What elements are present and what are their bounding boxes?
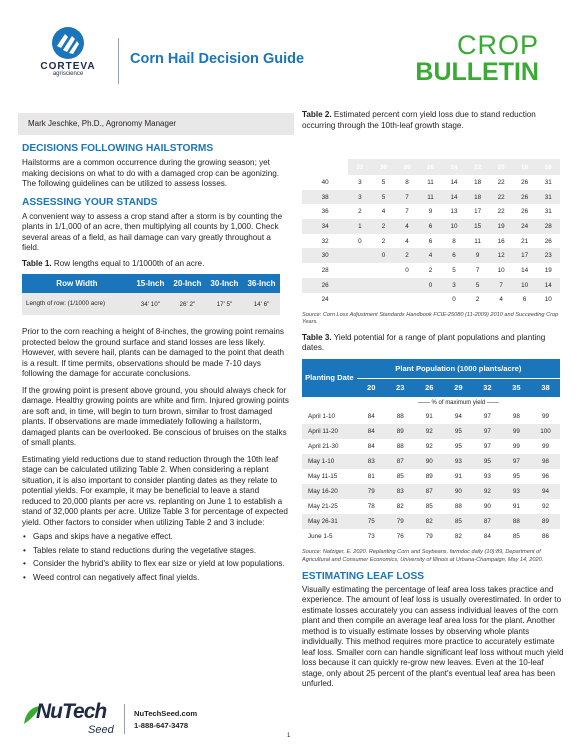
- table3-row-header: May 21-25: [302, 499, 357, 514]
- page-title: Corn Hail Decision Guide: [130, 51, 305, 67]
- factors-list: [22, 532, 290, 583]
- table3-cell: 79: [357, 484, 386, 499]
- table3-cell: 75: [357, 514, 386, 529]
- table3-cell: 88: [444, 499, 473, 514]
- table2-cell: 8: [395, 175, 419, 190]
- table2-cell: 22: [489, 175, 513, 190]
- table1-header: 15-Inch: [132, 274, 169, 293]
- table2-cell: 10: [489, 263, 513, 278]
- table2-cell: [395, 278, 419, 293]
- table2-cell: 7: [466, 263, 490, 278]
- table3-row-header: April 1-10: [302, 409, 357, 424]
- table2-cell: 17: [513, 248, 537, 263]
- table2-cell: [372, 293, 396, 308]
- paragraph-leaf-loss: Visually estimating the percentage of leaf area loss takes practice and experience. The amount of leaf loss is usually overestimated. In order to estimate losses accurately you can assess individual leaves of the corn plant and then compile an average leaf area loss for the plant. Another method is to visually estimate losses by observing whole plants individually. This method requires more practice to accurately estimate leaf loss. Smaller corn can handle significant leaf loss without much yield loss because it can quickly re-grow new leaves. Even at the 10-leaf stage, only about 25 percent of the plant's eventual leaf area has been unfurled.: [302, 584, 564, 689]
- table3-row-header: April 11-20: [302, 424, 357, 439]
- table2-cell: 2: [348, 204, 372, 219]
- table2-cell: 2: [372, 234, 396, 249]
- table3-cell: 99: [531, 439, 560, 454]
- table3-cell: 94: [531, 484, 560, 499]
- table3-cell: 90: [415, 454, 444, 469]
- table2-cell: [419, 293, 443, 308]
- table3-cell: 90: [473, 499, 502, 514]
- table3-cell: 89: [386, 424, 415, 439]
- table2-cell: 3: [348, 175, 372, 190]
- table3-cell: 87: [415, 484, 444, 499]
- table3-caption-label: Table 3.: [302, 332, 332, 342]
- seed-wordmark: Seed: [88, 724, 114, 736]
- table2-cell: 11: [419, 175, 443, 190]
- table-row: [302, 529, 560, 544]
- table2-cell: 14: [513, 263, 537, 278]
- table1-cell: 14' 6": [243, 293, 280, 315]
- table1-header: 20-Inch: [169, 274, 206, 293]
- table3-column-header: 26: [415, 379, 444, 397]
- header-divider: [118, 38, 119, 84]
- table2-row-header: 32: [302, 234, 348, 249]
- table2-cell: 0: [442, 293, 466, 308]
- paragraph-intro: Hailstorms are a common occurrence during the growing season; yet making decisions on what to do with a damaged crop can be agonizing. The following guidelines can be utilized to assess losses.: [22, 158, 280, 188]
- table-row: [302, 499, 560, 514]
- table2-cell: 31: [536, 190, 560, 205]
- table2-column-header: 18: [513, 159, 537, 175]
- table2-cell: 26: [536, 234, 560, 249]
- table3-cell: 99: [502, 424, 531, 439]
- table-row: [302, 439, 560, 454]
- table2-cell: 9: [466, 248, 490, 263]
- table2-cell: 7: [395, 204, 419, 219]
- table2-cell: 4: [489, 293, 513, 308]
- table2-row-header: 34: [302, 219, 348, 234]
- table3-cell: 73: [357, 529, 386, 544]
- list-item: • Gaps and skips have a negative effect.: [22, 532, 290, 543]
- footer-divider: [124, 704, 125, 734]
- table3-subheader: —— % of maximum yield ——: [357, 397, 560, 409]
- paragraph-growing-point: Prior to the corn reaching a height of 8-inches, the growing point remains protected below the ground surface and stand losses are less likely. However, with severe hail, plants can be damaged to the point that death is a result. If time permits, observations should be made 7-10 days following the damage for accurate conclusions.: [22, 327, 284, 378]
- table2-cell: 1: [348, 219, 372, 234]
- table3-cell: 95: [444, 424, 473, 439]
- table3-cell: 89: [531, 514, 560, 529]
- table2-cell: 18: [466, 175, 490, 190]
- table2-cell: 11: [466, 234, 490, 249]
- table3-cell: 86: [531, 529, 560, 544]
- table1-row-lengths: [22, 274, 280, 315]
- table2-cell: 26: [513, 190, 537, 205]
- table2-cell: 28: [536, 219, 560, 234]
- table2-cell: 6: [513, 293, 537, 308]
- table3-cell: 82: [415, 514, 444, 529]
- list-item: • Consider the hybrid's ability to flex ear size or yield at low populations.: [22, 559, 290, 570]
- corteva-logo: [28, 26, 108, 88]
- table3-cell: 78: [357, 499, 386, 514]
- paragraph-assessing: A convenient way to assess a crop stand after a storm is by counting the plants in 1/1,000 of an acre, then multiplying all counts by 1,000. Check several areas of a field, as hail damage can vary greatly throughout a field.: [22, 211, 283, 252]
- table3-corner-header: Planting Date: [302, 359, 357, 397]
- table3-cell: 85: [444, 514, 473, 529]
- table3-caption-text: Yield potential for a range of plant populations and planting dates.: [302, 332, 546, 353]
- table2-cell: 4: [419, 248, 443, 263]
- table2-cell: 6: [419, 234, 443, 249]
- table3-cell: 87: [473, 514, 502, 529]
- table3-cell: 92: [531, 499, 560, 514]
- table3-cell: 93: [502, 484, 531, 499]
- table2-cell: 4: [395, 219, 419, 234]
- table3-cell: 98: [502, 409, 531, 424]
- table2-cell: 13: [442, 204, 466, 219]
- table2-row-header: 24: [302, 293, 348, 308]
- table3-cell: 84: [357, 409, 386, 424]
- table3-cell: 79: [386, 514, 415, 529]
- website-link[interactable]: NuTechSeed.com: [134, 709, 198, 718]
- table2-cell: 21: [513, 234, 537, 249]
- table2-cell: 16: [489, 234, 513, 249]
- table2-cell: 18: [466, 190, 490, 205]
- table1-cell: 26' 2": [169, 293, 206, 315]
- table3-body: [302, 409, 560, 545]
- table3-cell: 87: [386, 454, 415, 469]
- table2-cell: 3: [348, 190, 372, 205]
- table2-cell: 10: [513, 278, 537, 293]
- table2-cell: [395, 293, 419, 308]
- table3-cell: 100: [531, 424, 560, 439]
- table2-cell: 10: [442, 219, 466, 234]
- table3-cell: 79: [415, 529, 444, 544]
- left-column: [22, 143, 290, 586]
- table3-cell: 82: [386, 499, 415, 514]
- table3-cell: 91: [502, 499, 531, 514]
- table2-cell: 0: [372, 248, 396, 263]
- table3-cell: 81: [357, 469, 386, 484]
- table1-cell: 17' 5": [206, 293, 243, 315]
- table2-cell: 8: [442, 234, 466, 249]
- corteva-wordmark: CORTEVA: [40, 61, 96, 72]
- list-item: • Tables relate to stand reductions during the vegetative stages.: [22, 546, 290, 557]
- table3-span-header: Plant Population (1000 plants/acre): [357, 359, 560, 379]
- table2-source: Source: Corn Loss Adjustment Standards Handbook FCIE-25080 (11-2009) 2010 and Succeeding Crop Years.: [302, 312, 559, 326]
- table2-cell: [372, 278, 396, 293]
- table3-cell: 82: [444, 529, 473, 544]
- page-header: [0, 0, 577, 97]
- table2-cell: 2: [395, 248, 419, 263]
- crop-bulletin-logo: [415, 32, 539, 85]
- table3-cell: 99: [502, 439, 531, 454]
- table3-cell: 92: [473, 484, 502, 499]
- bulletin-wordmark: BULLETIN: [415, 58, 539, 86]
- table1-caption: [22, 259, 290, 270]
- table-row: [302, 409, 560, 424]
- table3-cell: 84: [473, 529, 502, 544]
- table2-cell: 0: [348, 234, 372, 249]
- section-heading-decisions: DECISIONS FOLLOWING HAILSTORMS: [22, 143, 214, 154]
- table2-cell: 14: [442, 175, 466, 190]
- table2-cell: 15: [466, 219, 490, 234]
- table3-column-header: 20: [357, 379, 386, 397]
- nutech-logo: [22, 700, 120, 745]
- table1-caption-text: Row lengths equal to 1/1000th of an acre.: [51, 258, 205, 268]
- table2-cell: 4: [372, 204, 396, 219]
- table-row: [302, 469, 560, 484]
- author-bar: Mark Jeschke, Ph.D., Agronomy Manager: [18, 113, 294, 135]
- table2-cell: [372, 263, 396, 278]
- table2-cell: 7: [489, 278, 513, 293]
- table3-cell: 83: [357, 454, 386, 469]
- table1-header: 36-Inch: [243, 274, 280, 293]
- table2-cell: 11: [419, 190, 443, 205]
- table3-row-header: May 16-20: [302, 484, 357, 499]
- table-row: [302, 484, 560, 499]
- table2-cell: 4: [395, 234, 419, 249]
- table2-row-header: 40: [302, 175, 348, 190]
- table2-cell: 17: [466, 204, 490, 219]
- page-footer: [22, 700, 562, 745]
- table2-cell: 10: [536, 293, 560, 308]
- table-row: [302, 293, 560, 308]
- table2-cell: 31: [536, 175, 560, 190]
- table3-source: Source: Nafziger, E. 2020. Replanting Corn and Soybeans. farmdoc daily (10):89, Department of Agricultural and Consumer Economics, University of Illinois at Urbana-Champaign, May 14, 2020.: [302, 549, 544, 563]
- table2-cell: 23: [536, 248, 560, 263]
- table2-cell: 19: [536, 263, 560, 278]
- table3-cell: 93: [444, 454, 473, 469]
- table2-cell: 0: [395, 263, 419, 278]
- table2-cell: 5: [372, 175, 396, 190]
- table-row: [302, 204, 560, 219]
- table3-row-header: April 21-30: [302, 439, 357, 454]
- section-heading-assessing: ASSESSING YOUR STANDS: [22, 196, 158, 208]
- table2-cell: [348, 248, 372, 263]
- table3-cell: 84: [357, 424, 386, 439]
- table-row: [302, 190, 560, 205]
- table2-caption-label: Table 2.: [302, 110, 332, 119]
- table2-cell: 24: [513, 219, 537, 234]
- table3-column-header: 29: [444, 379, 473, 397]
- table2-cell: [348, 293, 372, 308]
- table2-cell: 6: [419, 219, 443, 234]
- table3-cell: 92: [415, 424, 444, 439]
- table3-column-header: 35: [502, 379, 531, 397]
- table3-cell: 91: [444, 469, 473, 484]
- table2-column-header: 26: [419, 159, 443, 175]
- table2-row-header: 30: [302, 248, 348, 263]
- table1-row-label: Length of row: (1/1000 acre): [22, 293, 132, 315]
- table3-cell: 88: [502, 514, 531, 529]
- table2-cell: 12: [489, 248, 513, 263]
- table3-cell: 99: [531, 409, 560, 424]
- table3-cell: 91: [415, 409, 444, 424]
- table3-cell: 94: [444, 409, 473, 424]
- table-row: [302, 234, 560, 249]
- table2-column-header: 16: [536, 159, 560, 175]
- table2-cell: 14: [442, 190, 466, 205]
- table2-cell: 5: [442, 263, 466, 278]
- table2-cell: 2: [419, 263, 443, 278]
- table2-cell: 6: [442, 248, 466, 263]
- table3-cell: 85: [386, 469, 415, 484]
- table3-yield-potential: [302, 359, 560, 545]
- table1-header: Row Width: [22, 274, 132, 293]
- table3-cell: 90: [444, 484, 473, 499]
- table3-cell: 98: [531, 454, 560, 469]
- page-number: 1: [287, 733, 291, 739]
- table3-cell: 97: [473, 424, 502, 439]
- table2-row-header: 38: [302, 190, 348, 205]
- table2-cell: 3: [442, 278, 466, 293]
- table-row: [302, 514, 560, 529]
- table2-cell: 9: [419, 204, 443, 219]
- table2-cell: [348, 278, 372, 293]
- table3-cell: 95: [444, 439, 473, 454]
- table2-body: [302, 175, 560, 307]
- section-heading-leaf-loss: ESTIMATING LEAF LOSS: [302, 570, 425, 582]
- corteva-emblem-icon: [51, 26, 85, 60]
- table3-cell: 85: [415, 499, 444, 514]
- table3-cell: 83: [386, 484, 415, 499]
- table3-caption: [302, 333, 564, 354]
- table2-cell: 22: [489, 190, 513, 205]
- table3-cell: 89: [415, 469, 444, 484]
- table3-subheader-text: % of maximum yield: [431, 399, 486, 406]
- list-item: • Weed control can negatively affect final yields.: [22, 573, 290, 584]
- table3-cell: 96: [531, 469, 560, 484]
- table1-cell: 34' 10": [132, 293, 169, 315]
- table2-cell: 0: [419, 278, 443, 293]
- table2-caption-text: Estimated percent corn yield loss due to stand reduction occurring through the 10th-leaf growth stage.: [302, 110, 536, 130]
- table2-column-header: 22: [466, 159, 490, 175]
- table2-row-header: 28: [302, 263, 348, 278]
- table2-column-header: 32: [348, 159, 372, 175]
- table2-cell: [348, 263, 372, 278]
- table2-row-header: 36: [302, 204, 348, 219]
- table1-caption-label: Table 1.: [22, 258, 52, 268]
- table-row: [302, 175, 560, 190]
- table3-cell: 88: [386, 439, 415, 454]
- table2-column-header: 28: [395, 159, 419, 175]
- table-row: [302, 219, 560, 234]
- table-row: [302, 248, 560, 263]
- table3-cell: 84: [357, 439, 386, 454]
- table2-cell: 26: [513, 175, 537, 190]
- phone-number: 1-888-647-3478: [134, 721, 189, 730]
- table3-cell: 92: [415, 439, 444, 454]
- table3-cell: 88: [386, 409, 415, 424]
- paragraph-yield-reduction: Estimating yield reductions due to stand reduction through the 10th leaf stage can be calculated utilizing Table 2. When considering a replant situation, it is also important to consider planting dates as they relate to potential yields. For example, it may be beneficial to leave a stand reduced to 20,000 plants per acre vs. replanting on June 1 to establish a stand of 32,000 plants per acre. Utilize Table 3 for percentage of expected yield. Other factors to consider when utilizing Table 2 and 3 include:: [22, 454, 288, 527]
- table2-cell: 31: [536, 204, 560, 219]
- table3-cell: 85: [502, 529, 531, 544]
- table3-row-header: May 26-31: [302, 514, 357, 529]
- table-row: [302, 454, 560, 469]
- table3-cell: 76: [386, 529, 415, 544]
- table2-cell: 2: [466, 293, 490, 308]
- table-row: [302, 263, 560, 278]
- table3-row-header: May 11-15: [302, 469, 357, 484]
- right-column: [302, 110, 564, 690]
- table3-cell: 97: [502, 454, 531, 469]
- nutech-wordmark: NuTech: [36, 700, 107, 723]
- table2-cell: 7: [395, 190, 419, 205]
- table1-header: 30-Inch: [206, 274, 243, 293]
- table2-span-header: Remaining Plants per Acre (x 1000): [348, 135, 560, 159]
- table2-cell: 19: [489, 219, 513, 234]
- table3-row-header: June 1-5: [302, 529, 357, 544]
- table2-cell: 14: [536, 278, 560, 293]
- table3-column-header: 23: [386, 379, 415, 397]
- table3-cell: 97: [473, 439, 502, 454]
- table2-column-header: 30: [372, 159, 396, 175]
- paragraph-damage-check: If the growing point is present above ground, you should always check for damage. Healthy growing points are white and firm. Injured growing points are soft and, in time, will begin to turn brown, similar to frost damaged plants. If observations are made immediately following a hailstorm, damaged plants can be overlooked. Be conscious of bruises on the stalks of small plants.: [22, 385, 289, 447]
- table3-column-header: 32: [473, 379, 502, 397]
- table3-cell: 95: [473, 454, 502, 469]
- table3-subheader-spacer: [302, 397, 357, 409]
- table3-row-header: May 1-10: [302, 454, 357, 469]
- table2-row-header: 26: [302, 278, 348, 293]
- table3-cell: 97: [473, 409, 502, 424]
- table2-cell: 5: [466, 278, 490, 293]
- agriscience-wordmark: agriscience: [52, 71, 84, 77]
- table2-caption: [302, 110, 564, 131]
- table2-cell: 26: [513, 204, 537, 219]
- table2-yield-loss: [302, 135, 560, 307]
- table2-corner-header: Original Stand (x 1000): [302, 135, 348, 175]
- table2-column-header: 20: [489, 159, 513, 175]
- table2-cell: 5: [372, 190, 396, 205]
- table2-column-header: 24: [442, 159, 466, 175]
- table-row: [302, 424, 560, 439]
- table3-cell: 95: [502, 469, 531, 484]
- table-row: [302, 278, 560, 293]
- crop-wordmark: CROP: [456, 30, 539, 60]
- table2-cell: 2: [372, 219, 396, 234]
- table2-cell: 22: [489, 204, 513, 219]
- table3-column-header: 38: [531, 379, 560, 397]
- table3-cell: 93: [473, 469, 502, 484]
